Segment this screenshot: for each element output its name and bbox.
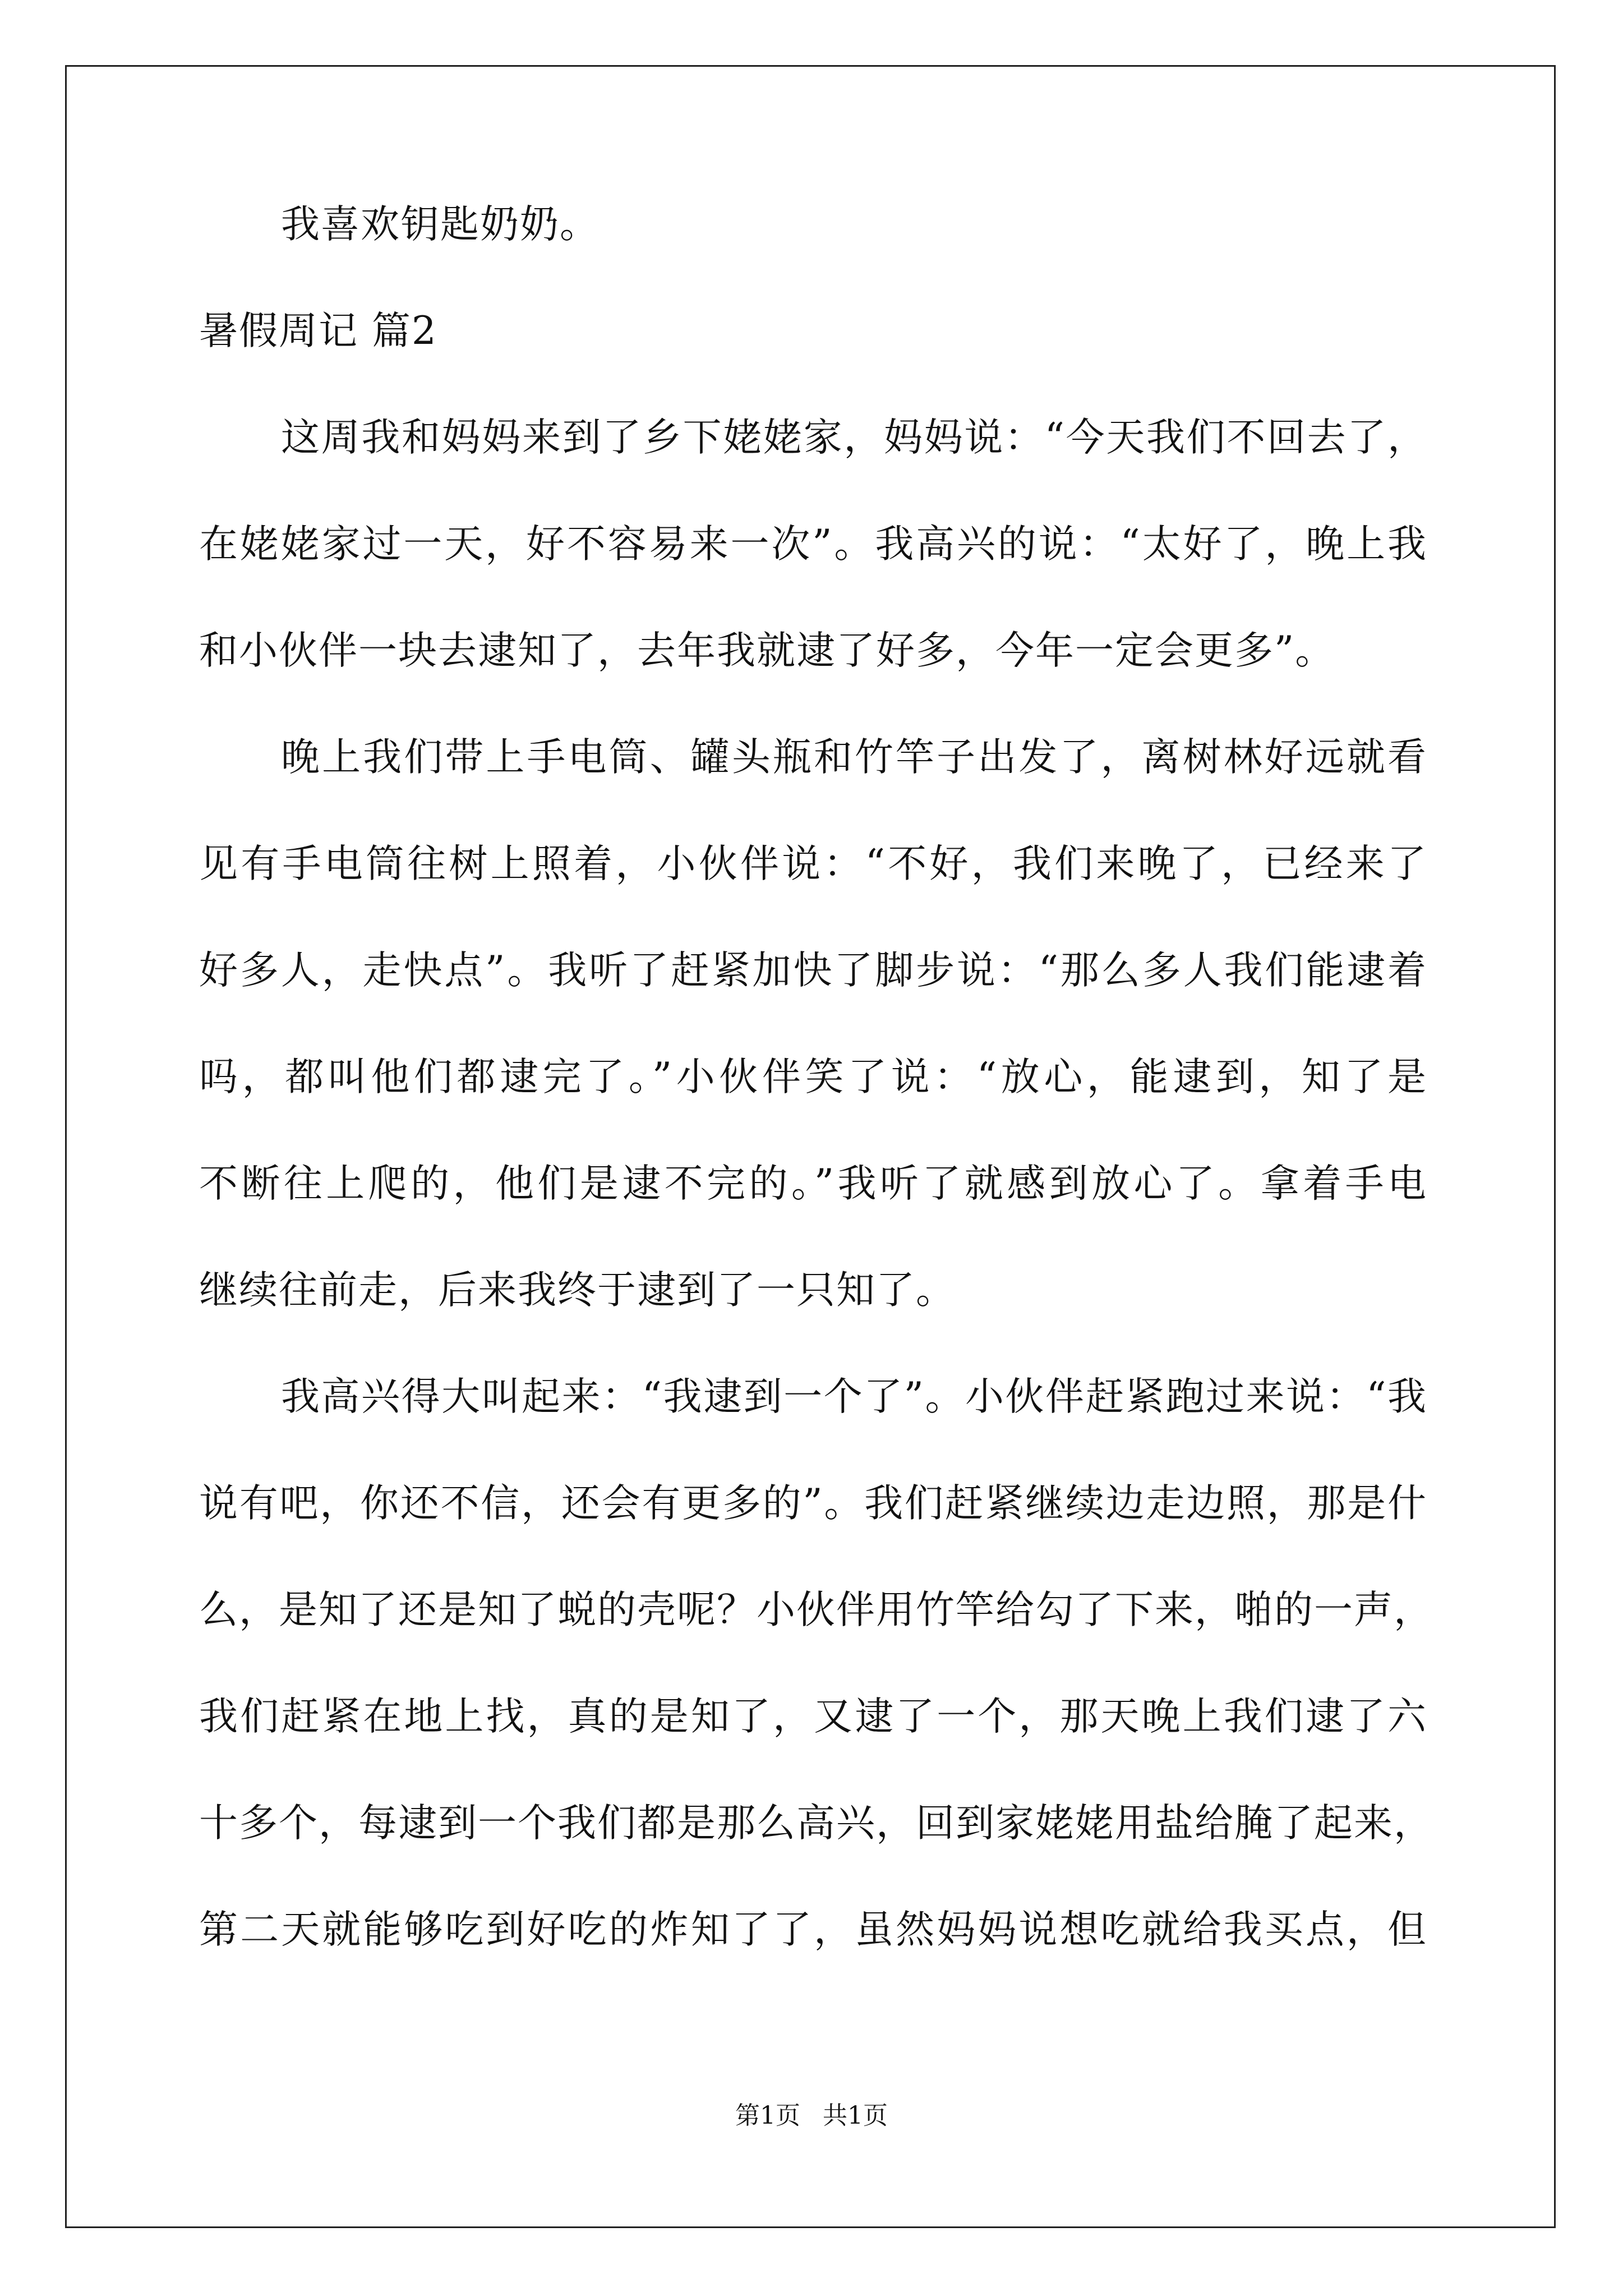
paragraph-line: 见有手电筒往树上照着，小伙伴说：“不好，我们来晚了，已经来了 <box>199 841 1427 886</box>
paragraph-line: 在姥姥家过一天，好不容易来一次”。我高兴的说：“太好了，晚上我 <box>199 522 1427 567</box>
paragraph-line: 这周我和妈妈来到了乡下姥姥家，妈妈说：“今天我们不回去了， <box>281 415 1427 460</box>
paragraph-line: 说有吧，你还不信，还会有更多的”。我们赶紧继续边走边照，那是什 <box>199 1481 1427 1526</box>
section-heading: 暑假周记 篇2 <box>199 309 437 353</box>
paragraph-line: 第二天就能够吃到好吃的炸知了了，虽然妈妈说想吃就给我买点，但 <box>199 1907 1427 1952</box>
paragraph-line: 晚上我们带上手电筒、罐头瓶和竹竿子出发了，离树林好远就看 <box>281 735 1427 780</box>
paragraph-line: 么，是知了还是知了蜕的壳呢？小伙伴用竹竿给勾了下来，啪的一声， <box>199 1588 1433 1632</box>
paragraph-line: 好多人，走快点”。我听了赶紧加快了脚步说：“那么多人我们能逮着 <box>199 948 1427 993</box>
paragraph-line: 吗，都叫他们都逮完了。”小伙伴笑了说：“放心，能逮到，知了是 <box>199 1055 1427 1099</box>
page-footer <box>0 2099 1623 2133</box>
paragraph-line: 不断往上爬的，他们是逮不完的。”我听了就感到放心了。拿着手电 <box>199 1161 1427 1206</box>
page-total: 共1页 <box>823 2101 888 2130</box>
page-number: 第1页 <box>735 2101 800 2130</box>
paragraph-line: 我高兴得大叫起来：“我逮到一个了”。小伙伴赶紧跑过来说：“我 <box>281 1374 1427 1419</box>
paragraph-line: 十多个，每逮到一个我们都是那么高兴，回到家姥姥用盐给腌了起来， <box>199 1801 1433 1846</box>
paragraph-line: 我们赶紧在地上找，真的是知了，又逮了一个，那天晚上我们逮了六 <box>199 1694 1427 1739</box>
paragraph-line: 我喜欢钥匙奶奶。 <box>281 202 600 247</box>
paragraph-line: 继续往前走，后来我终于逮到了一只知了。 <box>199 1268 956 1313</box>
paragraph-line: 和小伙伴一块去逮知了，去年我就逮了好多，今年一定会更多”。 <box>199 628 1335 673</box>
